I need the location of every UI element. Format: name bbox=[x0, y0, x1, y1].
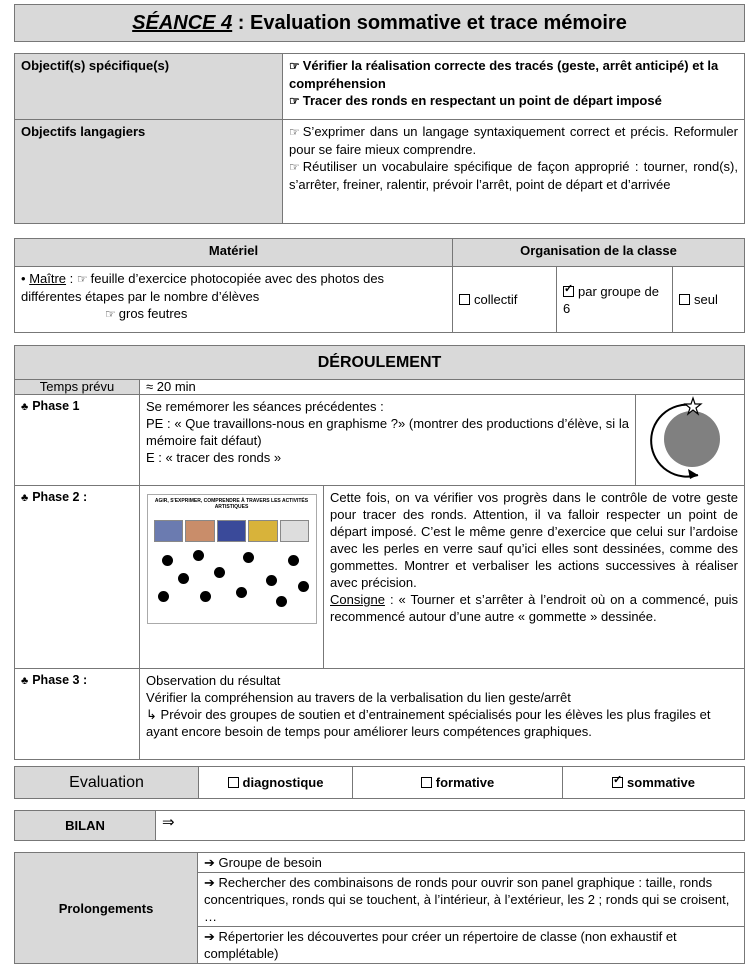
phase3-content: Observation du résultat Vérifier la compréhension au travers de la verbalisation du lien geste/arrêt ↳ Prévoir des groupes de soutien et d’entrainement spécialisés pour les élèves les plus fragiles et ayant encore besoin de temps pour améliorer leurs compétences graphiques. bbox=[140, 669, 745, 760]
bilan-table bbox=[14, 810, 745, 841]
option-seul: seul bbox=[673, 267, 745, 333]
organisation-header: Organisation de la classe bbox=[453, 239, 745, 267]
gommette-dot bbox=[178, 573, 189, 584]
sheet-photos bbox=[154, 520, 310, 542]
right-arrow-icon: ➔ bbox=[204, 855, 215, 870]
language-objectives-label: Objectifs langagiers bbox=[15, 120, 283, 224]
gommette-dot bbox=[193, 550, 204, 561]
objective-item: ☞ Réutiliser un vocabulaire spécifique de façon approprié : tourner, rond(s), s’arrêter, freiner, ralentir, prévoir l’arrêt, point de départ et d’arrivée bbox=[289, 159, 738, 192]
gommette-dot bbox=[214, 567, 225, 578]
club-icon: ♣ bbox=[21, 675, 29, 687]
temps-value: ≈ 20 min bbox=[140, 380, 745, 395]
bilan-label: BILAN bbox=[15, 811, 156, 841]
gommette-dot bbox=[200, 591, 211, 602]
maitre-text: feuille d’exercice photocopiée avec des photos des différentes étapes par le nombre d’élèves bbox=[21, 271, 385, 304]
bullet-icon: • bbox=[21, 271, 26, 286]
specific-objectives-label: Objectif(s) spécifique(s) bbox=[15, 54, 283, 120]
option-collectif: collectif bbox=[453, 267, 557, 333]
gommette-dot bbox=[158, 591, 169, 602]
checkbox-empty-icon bbox=[679, 294, 690, 305]
prolongements-label: Prolongements bbox=[15, 853, 198, 964]
materiel-table bbox=[14, 238, 745, 333]
prolongement-item: ➔ Groupe de besoin bbox=[198, 853, 745, 873]
pointing-hand-icon: ☞ bbox=[105, 307, 116, 321]
phase2-content: Cette fois, on va vérifier vos progrès dans le contrôle de votre geste pour tracer des ronds. Attention, il va falloir respecter un point de départ imposé. C’est le même genre d’exercice que celui sur l’ardoise avec les perles en verre sauf qu’ici elles sont dessinées, comme des gommettes. Montrer et verbaliser les actions successives à réaliser avec précision. Consigne : « Tourner et s’arrêter à l’endroit où on a commencé, puis recommencé autour d’une autre « gommette » dessinée. bbox=[324, 486, 745, 669]
deroulement-header: DÉROULEMENT bbox=[15, 346, 745, 380]
objectives-table bbox=[14, 53, 745, 224]
option-groupe: ✓par groupe de 6 bbox=[557, 267, 673, 333]
specific-objectives bbox=[283, 54, 745, 120]
title-separator: : bbox=[237, 12, 245, 34]
club-icon: ♣ bbox=[21, 492, 29, 504]
pointing-hand-icon: ☞ bbox=[289, 160, 300, 174]
feutres-text: gros feutres bbox=[118, 306, 188, 321]
pointing-hand-icon: ☞ bbox=[289, 94, 300, 108]
phase1-label: ♣ Phase 1 bbox=[15, 395, 140, 486]
gommette-dot bbox=[266, 575, 277, 586]
rotation-circle-icon bbox=[636, 395, 734, 481]
consigne-label: Consigne bbox=[330, 592, 385, 607]
club-icon: ♣ bbox=[21, 401, 29, 413]
pointing-hand-icon: ☞ bbox=[76, 272, 88, 286]
objective-item: ☞ Tracer des ronds en respectant un point de départ imposé bbox=[289, 93, 662, 108]
phase3-label: ♣ Phase 3 : bbox=[15, 669, 140, 760]
eval-sommative: ✓ sommative bbox=[563, 767, 745, 799]
materiel-header: Matériel bbox=[15, 239, 453, 267]
checkbox-checked-icon bbox=[563, 286, 574, 297]
language-objectives bbox=[283, 120, 745, 224]
seance-number: SÉANCE 4 bbox=[132, 12, 233, 34]
phase2-label: ♣ Phase 2 : bbox=[15, 486, 140, 669]
title-text: Evaluation sommative et trace mémoire bbox=[250, 12, 627, 34]
prolongement-item: ➔ Rechercher des combinaisons de ronds pour ouvrir son panel graphique : taille, ronds concentriques, ronds qui se touchent, à l’intérieur, à l’extérieur, les 2 ; ronds qui se croisent, … bbox=[198, 873, 745, 927]
page-title bbox=[14, 4, 745, 42]
prolongement-item: ➔ Répertorier les découvertes pour créer un répertoire de classe (non exhaustif et complétable) bbox=[198, 927, 745, 964]
checkbox-empty-icon bbox=[421, 777, 432, 788]
gommette-dot bbox=[243, 552, 254, 563]
gommette-dot bbox=[162, 555, 173, 566]
phase1-content: Se remémorer les séances précédentes : PE : « Que travaillons-nous en graphisme ?» (montrer des productions d’élève, si la mémoire fait défaut) E : « tracer des ronds » bbox=[140, 395, 636, 486]
checkbox-empty-icon bbox=[459, 294, 470, 305]
maitre-label: Maître bbox=[29, 271, 67, 286]
pointing-hand-icon: ☞ bbox=[289, 125, 300, 139]
eval-formative: formative bbox=[353, 767, 563, 799]
evaluation-label: Evaluation bbox=[15, 767, 199, 799]
exercise-sheet-thumbnail bbox=[140, 486, 324, 669]
gommette-dot bbox=[276, 596, 287, 607]
down-right-arrow-icon: ↳ bbox=[146, 707, 157, 722]
temps-label: Temps prévu bbox=[15, 380, 140, 395]
gommette-dot bbox=[298, 581, 309, 592]
right-arrow-icon: ➔ bbox=[204, 929, 215, 944]
objective-item: ☞ S’exprimer dans un langage syntaxiquement correct et précis. Reformuler pour se faire mieux comprendre. bbox=[289, 124, 738, 157]
gommette-dot bbox=[236, 587, 247, 598]
evaluation-table bbox=[14, 766, 745, 799]
pointing-hand-icon: ☞ bbox=[289, 59, 300, 73]
circle-diagram bbox=[636, 395, 745, 486]
right-arrow-icon: ➔ bbox=[204, 875, 215, 890]
exercise-sheet: AGIR, S'EXPRIMER, COMPRENDRE À TRAVERS LES ACTIVITÉS ARTISTIQUES bbox=[147, 494, 317, 624]
deroulement-table bbox=[14, 345, 745, 760]
objective-item: ☞ Vérifier la réalisation correcte des tracés (geste, arrêt anticipé) et la compréhension bbox=[289, 58, 719, 91]
gommette-dot bbox=[288, 555, 299, 566]
checkbox-checked-icon bbox=[612, 777, 623, 788]
bilan-arrow-icon: ⇒ bbox=[156, 811, 745, 841]
checkbox-empty-icon bbox=[228, 777, 239, 788]
materiel-content: • Maître : ☞ feuille d’exercice photocopiée avec des photos des différentes étapes par le nombre d’élèves ☞ gros feutres bbox=[15, 267, 453, 333]
eval-diagnostique: diagnostique bbox=[199, 767, 353, 799]
prolongements-table bbox=[14, 852, 745, 964]
